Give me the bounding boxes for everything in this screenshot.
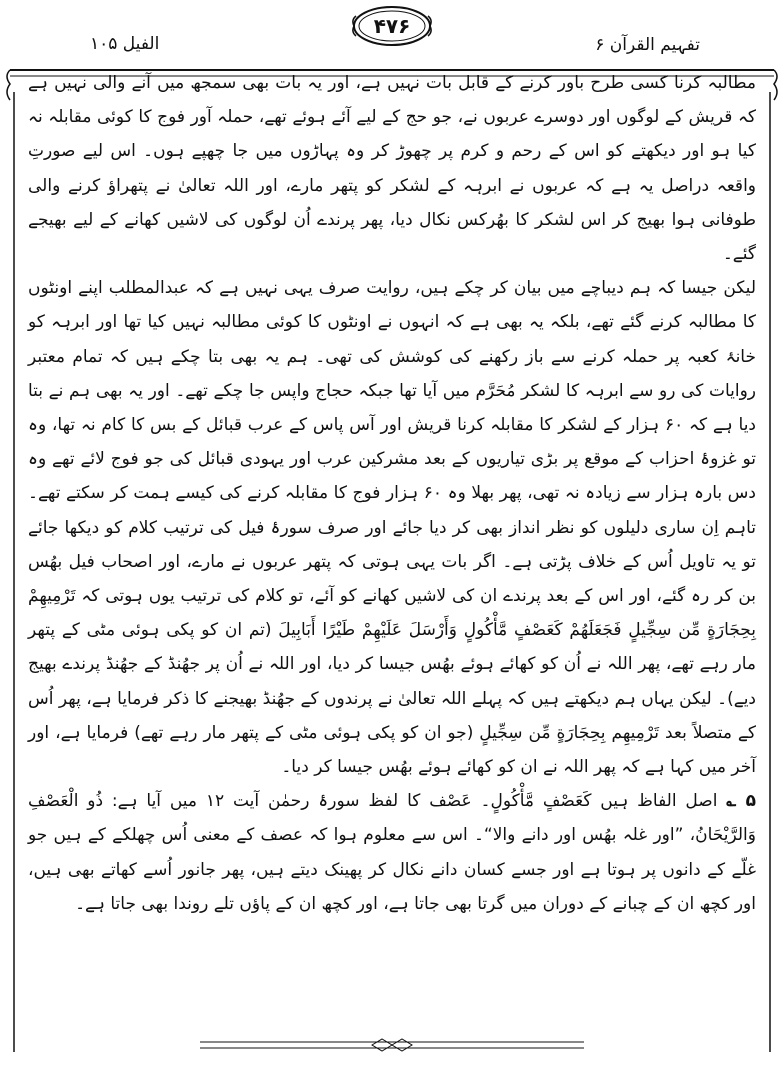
footnote-marker: ۵ ؎ [726, 791, 756, 812]
footnote-text: اصل الفاظ ہیں كَعَصْفٍ مَّأْكُولٍ۔ عَصْف کا لفظ سورۂ رحمٰن آیت ۱۲ میں آیا ہے: ذُو الْعَصْفِ وَالرَّيْحَانُ، ”اور غلہ بھُس اور دانے والا“۔ اس سے معلوم ہوا کہ عصف کے معنی اُس چھلکے کے ہیں جو غلّے کے دانوں پر ہوتا ہے اور جسے کسان دانے نکال کر پھینک دیتے ہیں، پھر جانور اُسے کھاتے بھی ہیں، اور کچھ ان کے چبانے کے دوران میں گرتا بھی جاتا ہے، اور کچھ ان کے پاؤں تلے روندا بھی جاتا ہے۔ [28, 791, 756, 914]
footnote [28, 784, 756, 921]
body-paragraph: لیکن جیسا کہ ہم دیباچے میں بیان کر چکے ہیں، روایت صرف یہی نہیں ہے کہ عبدالمطلب اپنے اونٹوں کا مطالبہ کرنے گئے تھے، بلکہ یہ بھی ہے کہ انہوں نے اونٹوں کا کوئی مطالبہ نہیں کیا تھا اور ابرہہ کو خانۂ کعبہ پر حملہ کرنے سے باز رکھنے کی کوشش کی تھی۔ ہم یہ بھی بتا چکے ہیں کہ تمام معتبر روایات کی رو سے ابرہہ کا لشکر مُحَرَّم میں آیا تھا جبکہ حجاج واپس جا چکے تھے۔ اور یہ بھی ہم نے بتا دیا ہے کہ ۶۰ ہزار کے لشکر کا مقابلہ کرنا قریش اور آس پاس کے عرب قبائل کے بس کا کام نہ تھا، وہ تو غزوۂ احزاب کے موقع پر بڑی تیاریوں کے بعد مشرکین عرب اور یہودی قبائل کی جو فوج لائے تھے وہ دس بارہ ہزار سے زیادہ نہ تھی، پھر بھلا وہ ۶۰ ہزار فوج کا مقابلہ کرنے کی کیسے ہمت کر سکتے تھے۔ تاہم اِن ساری دلیلوں کو نظر انداز بھی کر دیا جائے اور صرف سورۂ فیل کی ترتیب کلام کو دیکھا جائے تو یہ تاویل اُس کے خلاف پڑتی ہے۔ اگر بات یہی ہوتی کہ پتھر عربوں نے مارے، اور اصحاب فیل بھُس بن کر رہ گئے، اور اس کے بعد پرندے ان کی لاشیں کھانے کو آئے، تو کلام کی ترتیب یوں ہوتی کہ تَرْمِيهِمْ بِحِجَارَةٍ مِّن سِجِّيلٍ فَجَعَلَهُمْ كَعَصْفٍ مَّأْكُولٍ وَأَرْسَلَ عَلَيْهِمْ طَيْرًا أَبَابِيلَ (تم ان کو پکی ہوئی مٹی کے پتھر مار رہے تھے، پھر اللہ نے اُن کو کھائے ہوئے بھُس جیسا کر دیا، اور اللہ نے اُن پر جھُنڈ کے جھُنڈ پرندے بھیج دیے)۔ لیکن یہاں ہم دیکھتے ہیں کہ پہلے اللہ تعالیٰ نے پرندوں کے جھُنڈ بھیجنے کا ذکر فرمایا ہے، پھر اُس کے متصلاً بعد تَرْمِيهِم بِحِجَارَةٍ مِّن سِجِّيلٍ (جو ان کو پکی ہوئی مٹی کے پتھر مار رہے تھے) فرمایا ہے، اور آخر میں کہا ہے کہ پھر اللہ نے ان کو کھائے ہوئے بھُس جیسا کر دیا۔ [28, 278, 756, 778]
page-header [0, 0, 784, 64]
page-body [28, 66, 756, 921]
page-number-badge [350, 4, 434, 48]
body-paragraph: مطالبہ کرنا کسی طرح باور کرنے کے قابل بات نہیں ہے، اور یہ بات بھی سمجھ میں آنے والی نہیں ہے کہ قریش کے لوگوں اور دوسرے عربوں نے، جو حج کے لیے آئے ہوئے تھے، حملہ آور فوج کا کوئی مقابلہ نہ کیا ہو اور دیکھتے کو اس کے رحم و کرم پر چھوڑ کر وہ پہاڑوں میں جا چھپے ہوں۔ اس لیے صورتِ واقعہ دراصل یہ ہے کہ عربوں نے ابرہہ کے لشکر کو پتھر مارے، اور اللہ تعالیٰ نے پتھراؤ کرنے والی طوفانی ہوا بھیج کر اس لشکر کا بھُرکس نکال دیا، پھر پرندے اُن لوگوں کی لاشیں کھانے کے لیے بھیجے گئے۔ [28, 73, 756, 265]
book-title: تفہیم القرآن ۶ [595, 35, 700, 55]
surah-reference: الفیل ۱۰۵ [90, 34, 160, 54]
page-number: ۴۷۶ [373, 14, 411, 38]
ornamental-divider-icon [200, 1036, 584, 1054]
